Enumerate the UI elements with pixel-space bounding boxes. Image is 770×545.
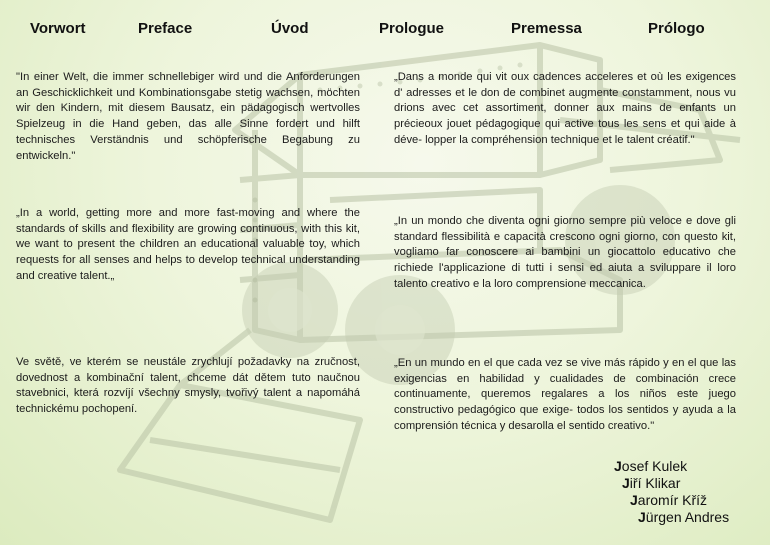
- signature-jurgen-andres: Jürgen Andres: [638, 509, 730, 525]
- signature-jiri-klikar: Jiří Klikar: [622, 475, 681, 491]
- heading-english: Preface: [138, 20, 193, 37]
- paragraph-spanish: „En un mundo en el que cada vez se vive más rápido y en el que las exigencias en habilidad y cualidades de combinación crece continuamente, queremos regalares a los niños este juego constructivo pedagógico que exige- todos los sentidos y ayuda a la comprensión técnica y desarolla el sentido creativo.": [394, 357, 736, 432]
- paragraph-italian: „In un mondo che diventa ogni giorno sempre più veloce e dove gli standard flessibilità e capacità crescono ogni giorno, con questo kit, vogliamo far conoscere ai bambini un giocattolo educativo che richiede l'applicazione di tutti i sensi ed aiuta a sviluppare il loro talento creativo e la loro comprensione meccanica.: [394, 215, 736, 290]
- heading-italian: Premessa: [511, 20, 582, 37]
- heading-french: Prologue: [379, 20, 445, 37]
- heading-czech: Úvod: [271, 20, 309, 37]
- signature-josef-kulek: Josef Kulek: [614, 458, 688, 474]
- paragraph-french: „Dans a monde qui vit oux cadences acceleres et où les exigences d' adresses et le don de combinet augmente constamment, nous vu drions avec cet assortiment, donner aux mains de enfants un précieoux jouet pédagogique qui active tous les sens et qui aide à déve- lopper la compréhension technique et le talent créatif.": [394, 71, 736, 146]
- heading-spanish: Prólogo: [648, 20, 705, 37]
- paragraph-czech: Ve světě, ve kterém se neustále zrychlují požadavky na zručnost, dovednost a kombinační talent, chceme dát dětem tuto naučnou stavebnici, která rozvíjí všechny smysly, tvořivý talent a napomáhá technickému pochopení.: [16, 356, 360, 416]
- signature-jaromir-kriz: Jaromír Kříž: [630, 492, 708, 508]
- paragraph-english: „In a world, getting more and more fast-moving and where the standards of skills and flexibility are growing continuous, with this kit, we want to present the children an educational valuable toy, which requests for all senses and helps to develop technical understanding and creative talent.„: [16, 207, 360, 282]
- heading-german: Vorwort: [30, 20, 86, 37]
- paragraph-german: "In einer Welt, die immer schnellebiger wird und die Anforderungen an Geschicklichkeit und Kombinationsgabe stetig wachsen, möchten wir den Kindern, mit diesem Bausatz, ein pädagogisch wertvolles Spielzeug in die Hand geben, das alle Sinne fordert und hilft technisches Verständnis und schöpferische Begabung zu entwickeln.": [16, 71, 360, 162]
